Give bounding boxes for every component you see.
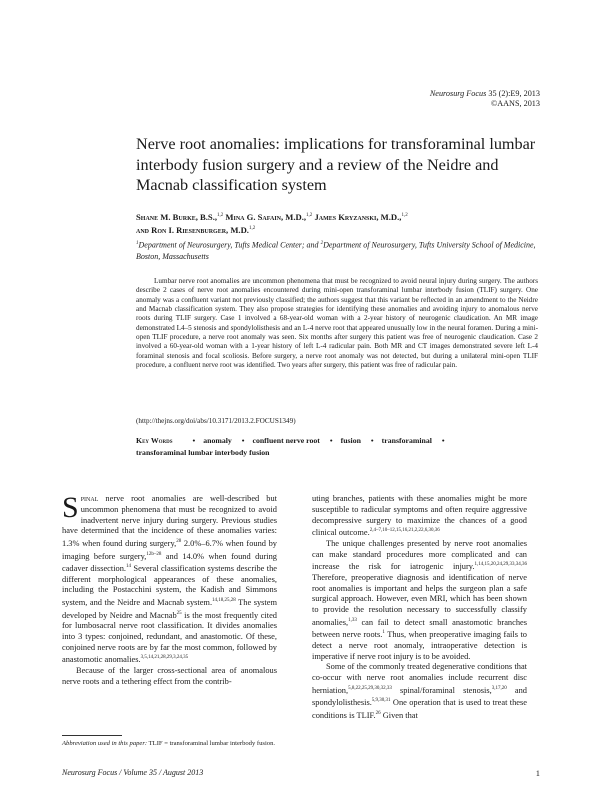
keyword-separator: • — [370, 436, 374, 445]
author-3-affil: 1,2 — [401, 213, 408, 218]
citation-ref: 5,8,22,25,29,30,32,33 — [348, 685, 392, 691]
page-number: 1 — [535, 768, 540, 778]
text-run: can fail to detect small anastomotic branches between nerve roots. — [312, 617, 527, 640]
text-run: spinal/foraminal stenosis, — [391, 685, 492, 695]
citation-ref: 1,33 — [348, 617, 357, 623]
keyword-item: transforaminal — [381, 436, 432, 445]
citation-ref: 3,5,14,21,28,29,3,24,35 — [140, 655, 189, 661]
footnote-label: Abbreviation used in this paper: — [62, 740, 148, 747]
footnote-divider — [62, 735, 122, 736]
citation-ref: 14 — [126, 564, 132, 570]
citation-ref: 26 — [375, 711, 381, 717]
text-run: and 14.0% when found during cadaver dissection. — [62, 551, 277, 573]
citation-ref: 12b–28 — [146, 551, 162, 557]
text-run: The system developed by Neidre and Macnab — [62, 597, 277, 620]
affiliations — [136, 238, 536, 263]
citation-ref: 28 — [176, 539, 182, 544]
keyword-item: anomaly — [203, 436, 232, 445]
journal-name: Neurosurg Focus — [429, 89, 487, 98]
paragraph: Because of the larger cross-sectional area of anomalous nerve roots and a tethering effect from the contrib- — [62, 666, 277, 686]
lead-in: pinal — [80, 494, 99, 503]
text-run: The unique challenges presented by nerve root anomalies can make standard procedures more complicated and can increase the risk for iatrogenic injury. — [312, 538, 527, 572]
text-run: 2.0%–6.7% when found by imaging before surgery, — [62, 538, 277, 561]
citation-ref: 3,17,20 — [491, 685, 507, 691]
text-run: One operation that is used to treat these conditions is TLIF. — [312, 698, 527, 720]
doi-link[interactable]: (http://thejns.org/doi/abs/10.3171/2013.2.FOCUS1349) — [136, 417, 296, 425]
text-run: Thus, when preoperative imaging fails to detect a nerve root anomaly, intraoperative detection is imperative if nerve root injury is to be avoided. — [312, 630, 527, 661]
journal-volume: 35 (2):E9, 2013 — [488, 89, 540, 98]
paragraph — [312, 494, 527, 539]
abstract: Lumbar nerve root anomalies are uncommon phenomena that must be recognized to avoid neural injury during surgery. The authors describe 2 cases of nerve root anomalies encountered during mini-open transforaminal lumbar interbody fusion (TLIF) surgery. One anomaly was a confluent variant not previously classified; the authors suggest that this variant be reflected in an amendment to the Neidre and Macnab classification system. They also propose strategies for identifying these anomalies and avoiding injury to anomalous nerve roots during TLIF surgery. Case 1 involved a 68-year-old woman with a 2-year history of neurogenic claudication. An MR image demonstrated L4–5 stenosis and spondylolisthesis and an L-4 nerve root that appeared unusually low in the neural foramen. During a mini-open TLIF procedure, a nerve root anomaly was seen. Six months after surgery this patient was free of neurogenic claudication. Case 2 involved a 60-year-old woman with a 1-year history of left L-4 radicular pain. Both MR and CT images demonstrated severe left L-4 foraminal stenosis and focal scoliosis. Before surgery, a nerve root anomaly was not detected, but during a unilateral mini-open TLIF procedure, a confluent nerve root was identified. Two years after surgery, this patient was free of radicular pain. — [136, 277, 538, 370]
author-2-affil: 1,2 — [306, 213, 313, 218]
text-run: nerve root anomalies are well-described but uncommon phenomena that must be recognized to avoid inadvertent nerve injury during surgery. Previous studies have determined that the incidence of these anomalies varies: 1.3% when found during surgery, — [62, 494, 277, 548]
keyword-separator: • — [192, 436, 196, 445]
copyright: ©AANS, 2013 — [491, 99, 540, 108]
citation-ref: 1,14,15,20,24,29,33,34,36 — [474, 562, 527, 568]
article-title: Nerve root anomalies: implications for transforaminal lumbar interbody fusion surgery and a review of the Neidre and Macnab classification system — [136, 135, 536, 194]
author-4: and Ron I. Riesenburger, M.D. — [136, 224, 249, 235]
citation-ref: 2,4–7,10–12,15,16,21,2,22,6,30,36 — [369, 528, 440, 534]
page-footer: Neurosurg Focus / Volume 35 / August 2013 — [62, 768, 204, 777]
text-run: is the most frequently cited for lumbosacral nerve root classification. It divides anomalies into 3 types: conjoined, redundant, and anastomotic. Of these, conjoined nerve roots are by far the most common, followed by anastomotic anomalies. — [62, 610, 277, 665]
paragraph — [312, 539, 527, 663]
keyword-item: confluent nerve root — [252, 436, 320, 445]
keyword-separator: • — [241, 436, 245, 445]
paragraph — [312, 662, 527, 721]
paragraph — [62, 491, 277, 666]
text-run: and spondylolisthesis. — [312, 685, 527, 708]
drop-cap: S — [62, 491, 79, 524]
author-list — [136, 210, 536, 236]
citation-ref: 1 — [382, 630, 385, 636]
citation-ref: 14,18,25,28 — [212, 598, 236, 604]
author-1-affil: 1,2 — [217, 213, 224, 218]
author-4-affil: 1,2 — [248, 225, 256, 231]
keyword-item: fusion — [340, 436, 361, 445]
author-2: Mina G. Safain, M.D., — [225, 211, 307, 222]
text-run: uting branches, patients with these anomalies might be more susceptible to radicular symptoms and often require aggressive decompressive surgery to maximize the chances of a good clinical outcome. — [312, 494, 527, 538]
affil-1-mark: 1 — [136, 241, 139, 246]
author-1: Shane M. Burke, B.S., — [136, 211, 217, 222]
keyword-item: transforaminal lumbar interbody fusion — [136, 447, 270, 457]
text-run: Some of the commonly treated degenerative conditions that co-occur with nerve root anomalies include recurrent disc herniation, — [312, 662, 527, 695]
citation-ref: 5,9,30,31 — [371, 698, 391, 704]
text-run: Given that — [380, 710, 418, 720]
body-column-right — [312, 494, 527, 722]
footnote-text: TLIF = transforaminal lumbar interbody fusion. — [147, 740, 276, 747]
keywords-label: Key Words — [136, 436, 173, 445]
text-run: Therefore, preoperative diagnosis and identification of nerve root anomalies is important and helps the surgeon plan a safe surgical approach. However, even MRI, which has been shown to provide the resolution necessary to successfully classify anomalies, — [312, 572, 527, 627]
footnote — [62, 739, 277, 748]
keywords — [136, 435, 536, 458]
author-3: James Kryzanski, M.D., — [314, 211, 402, 222]
citation-ref: 25 — [176, 610, 182, 616]
affil-2: Department of Neurosurgery, Tufts University School of Medicine, Boston, Massachusetts — [136, 240, 536, 262]
affil-1: Department of Neurosurgery, Tufts Medical Center; and — [138, 240, 321, 250]
keyword-separator: • — [329, 436, 333, 445]
text-run: Several classification systems describe the different morphological appearances of these anomalies, including the Postacchini system, the Kadish and Simmons system, and the Neidre and Macnab system. — [62, 563, 277, 607]
body-column-left — [62, 491, 277, 688]
affil-2-mark: 2 — [320, 241, 324, 246]
keyword-separator: • — [441, 436, 445, 445]
journal-citation-line — [430, 89, 540, 99]
journal-citation — [430, 89, 540, 109]
